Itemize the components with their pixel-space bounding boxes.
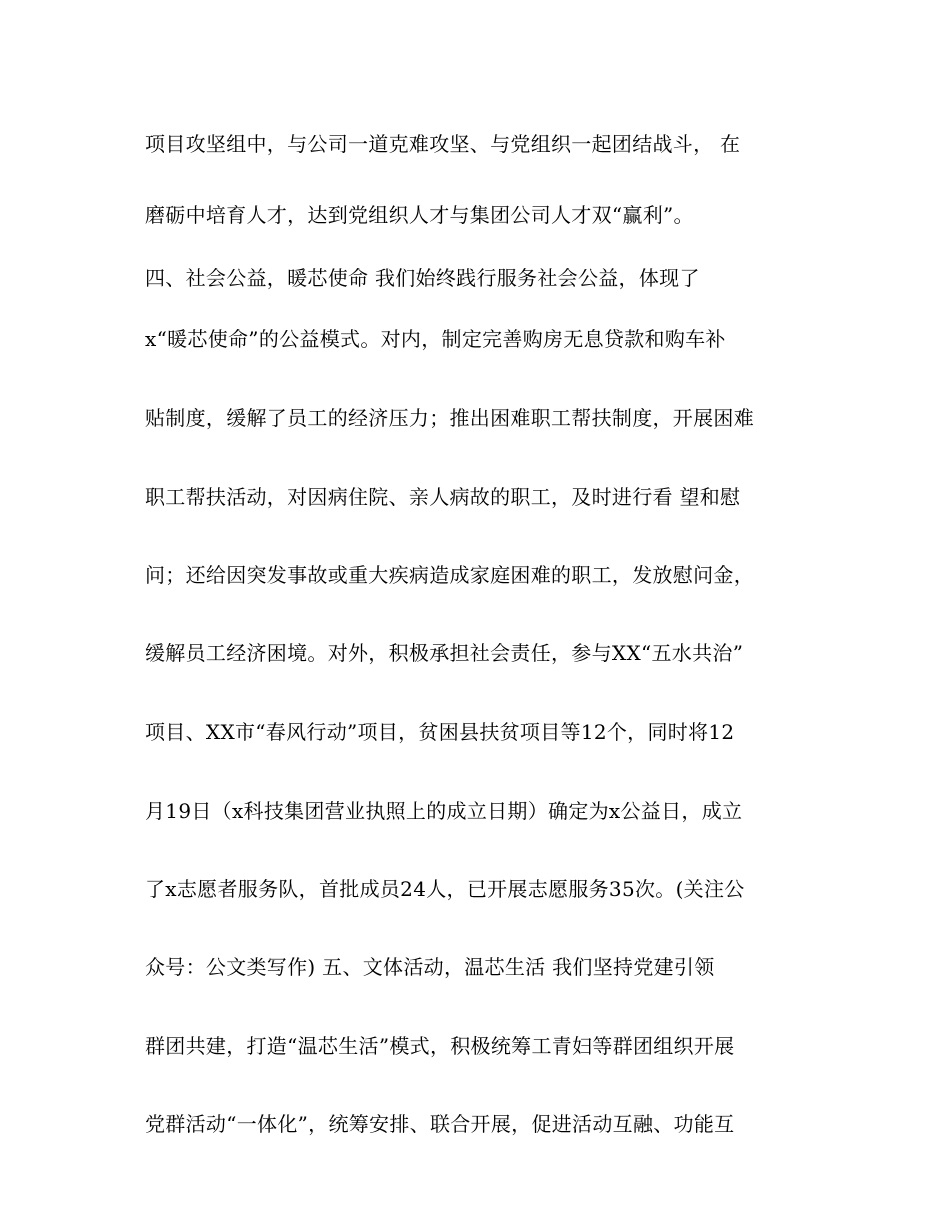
text-line-6: 职工帮扶活动，对因病住院、亲人病故的职工，及时进行看 望和慰 <box>145 485 741 509</box>
text-line-5: 贴制度，缓解了员工的经济压力；推出困难职工帮扶制度，开展困难 <box>145 406 754 430</box>
text-line-7: 问；还给因突发事故或重大疾病造成家庭困难的职工，发放慰问金， <box>145 563 754 587</box>
text-line-11: 了x志愿者服务队，首批成员24人，已开展志愿服务35次。(关注公 <box>145 877 745 901</box>
text-line-9: 项目、XX市“春风行动”项目，贫困县扶贫项目等12个，同时将12 <box>145 720 735 744</box>
text-line-3: 四、社会公益，暖芯使命 我们始终践行服务社会公益，体现了 <box>145 266 700 290</box>
text-line-12: 众号：公文类写作) 五、文体活动，温芯生活 我们坚持党建引领 <box>145 955 715 979</box>
text-line-1: 项目攻坚组中，与公司一道克难攻坚、与党组织一起团结战斗， 在 <box>145 132 741 156</box>
text-line-8: 缓解员工经济困境。对外，积极承担社会责任，参与XX“五水共治” <box>145 641 744 665</box>
text-line-10: 月19日（x科技集团营业执照上的成立日期）确定为x公益日，成立 <box>145 799 743 823</box>
text-line-13: 群团共建，打造“温芯生活”模式，积极统筹工青妇等群团组织开展 <box>145 1034 735 1058</box>
text-line-4: x“暖芯使命”的公益模式。对内，制定完善购房无息贷款和购车补 <box>145 327 726 351</box>
text-line-2: 磨砺中培育人才，达到党组织人才与集团公司人才双“赢利”。 <box>145 203 694 227</box>
text-line-14: 党群活动“一体化”，统筹安排、联合开展，促进活动互融、功能互 <box>145 1112 735 1136</box>
